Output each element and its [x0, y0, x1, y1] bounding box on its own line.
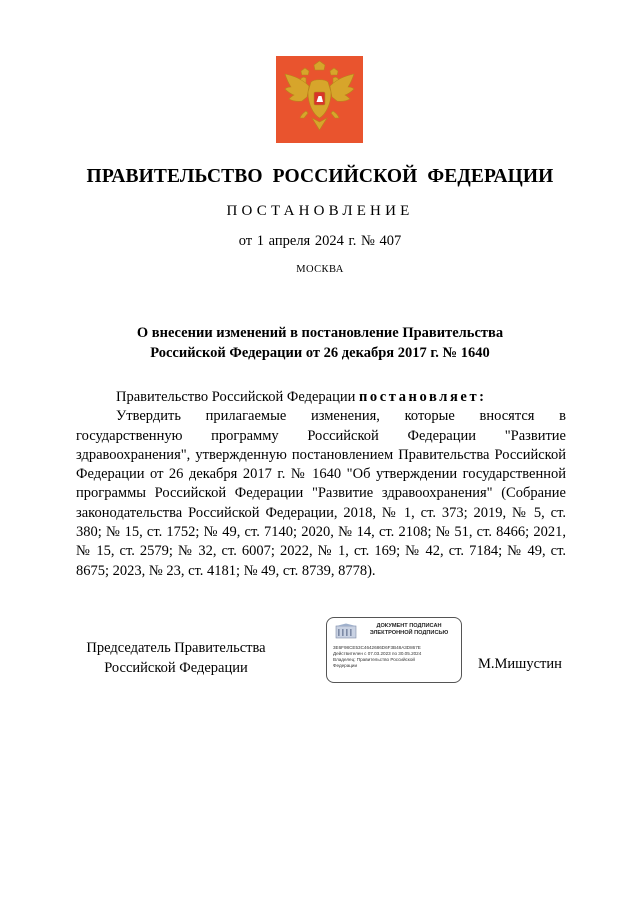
government-title: ПРАВИТЕЛЬСТВО РОССИЙСКОЙ ФЕДЕРАЦИИ [86, 166, 554, 187]
stamp-title-line-2: ЭЛЕКТРОННОЙ ПОДПИСЬЮ [369, 630, 449, 636]
subject-line-2: Российской Федерации от 26 декабря 2017 г. № 1640 [150, 345, 490, 361]
stamp-title-line-1: ДОКУМЕНТ ПОДПИСАН [376, 623, 442, 629]
stamp-details [333, 645, 459, 669]
main-paragraph: Утвердить прилагаемые изменения, которые вносятся в государственную программу Российской Федерации "Развитие здравоохранения", утвержденную постановлением Правительства Российской Федерации от 26 декабря 2017 г. № 1640 "Об утверждении государственной программы Российской Федерации "Развитие здравоохранения" (Собрание законодательства Российской Федерации, 2018, № 1, ст. 373; 2019, № 5, ст. 380; № 15, ст. 1752; № 49, ст. 7140; 2020, № 14, ст. 2108; № 51, ст. 8466; 2021, № 15, ст. 2579; № 32, ст. 6007; 2022, № 1, ст. 169; № 42, ст. 7184; № 49, ст. 8675; 2023, № 23, ст. 4181; № 49, ст. 8739, 8778). [76, 408, 566, 579]
document-city: МОСКВА [296, 264, 344, 275]
building-icon [335, 623, 357, 639]
stamp-title [359, 623, 459, 637]
signatory-position [76, 639, 276, 678]
stamp-validity: Действителен с 07.03.2023 по 30.05.2024 [333, 651, 422, 656]
russian-coat-of-arms-icon [276, 56, 363, 143]
signatory-position-line-2: Российской Федерации [104, 659, 248, 676]
signatory-position-line-1: Председатель Правительства [86, 640, 266, 656]
intro-paragraph [76, 388, 566, 407]
document-date-number: от 1 апреля 2024 г. № 407 [238, 233, 402, 249]
document-subject [0, 323, 640, 363]
document-type: ПОСТАНОВЛЕНИЕ [226, 203, 414, 219]
intro-lead: Правительство Российской Федерации [116, 389, 359, 405]
electronic-signature-stamp [326, 617, 462, 683]
signatory-name: М.Мишустин [478, 656, 562, 672]
decree-word: постановляет: [358, 389, 487, 405]
subject-line-1: О внесении изменений в постановление Правительства [136, 325, 504, 341]
stamp-owner-line-1: Владелец: Правительство Российской [333, 657, 415, 662]
document-body [76, 388, 566, 581]
stamp-certificate: 3E6F98CE53C4642686D6F3B48A3D867E [333, 645, 421, 650]
stamp-owner-line-2: Федерации [333, 663, 358, 668]
